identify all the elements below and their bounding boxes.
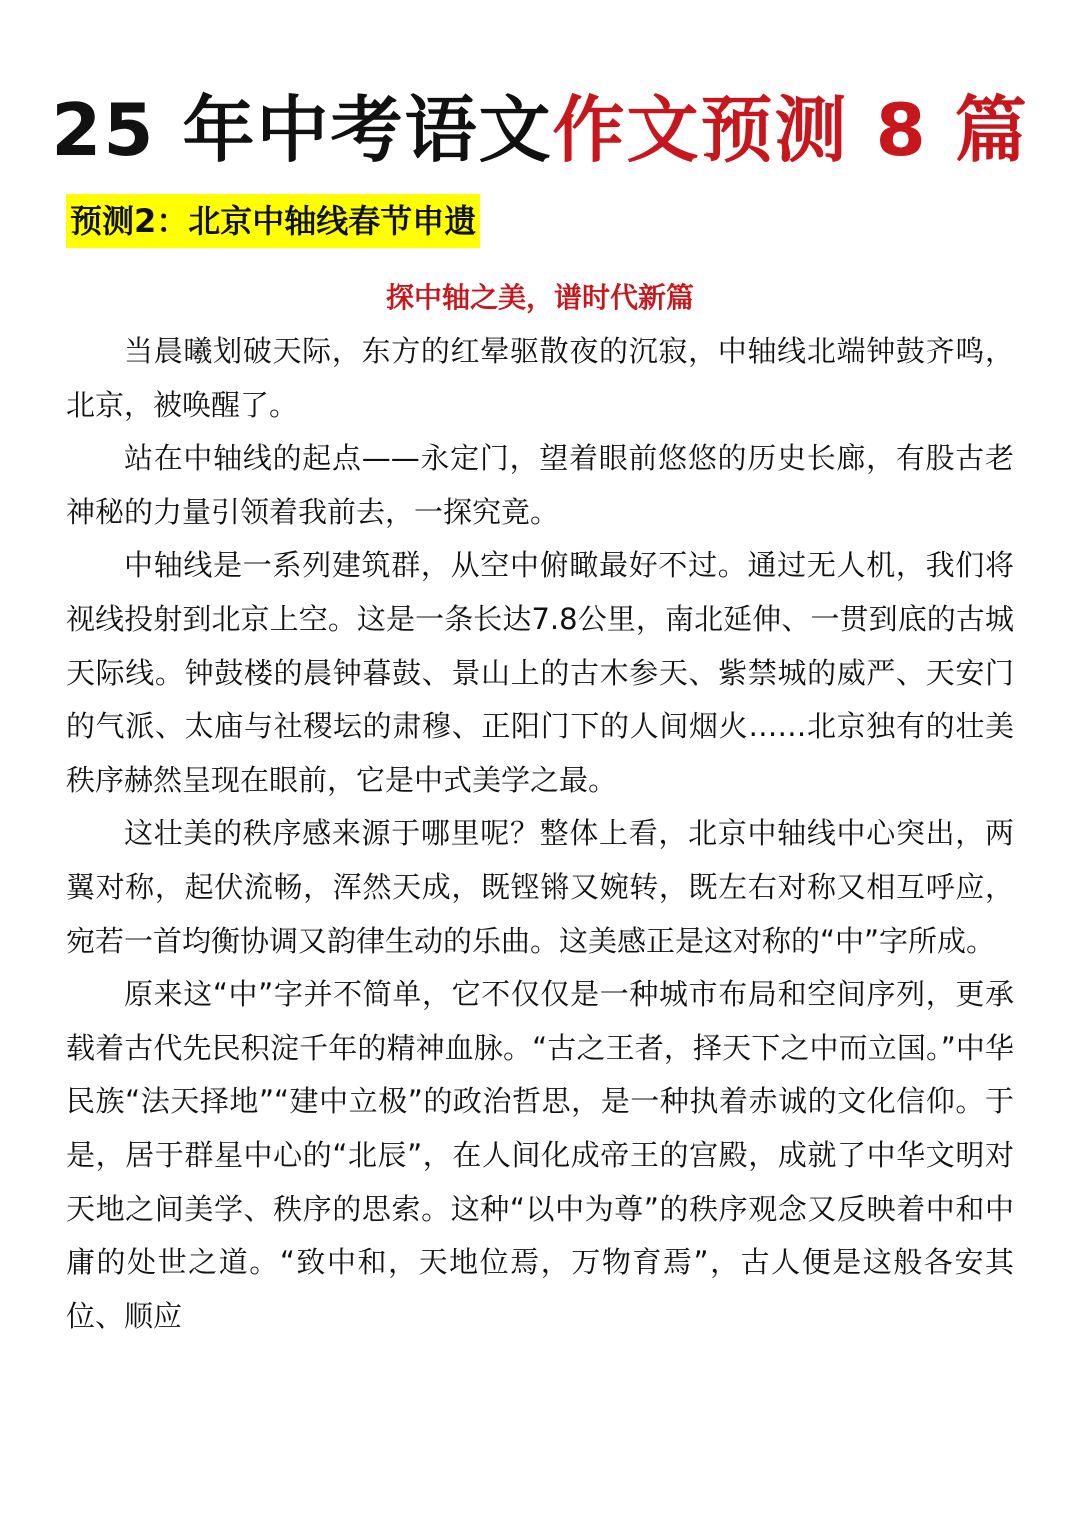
essay-paragraph: 中轴线是一系列建筑群，从空中俯瞰最好不过。通过无人机，我们将视线投射到北京上空。这是一条长达7.8公里，南北延伸、一贯到底的古城天际线。钟鼓楼的晨钟暮鼓、景山上的古木参天、紫禁城的威严、天安门的气派、太庙与社稷坛的肃穆、正阳门下的人间烟火……北京独有的壮美秩序赫然呈现在眼前，它是中式美学之最。 xyxy=(66,548,1014,797)
page-title-black-part: 25 年中考语文 xyxy=(51,88,553,172)
essay-paragraph: 原来这“中”字并不简单，它不仅仅是一种城市布局和空间序列，更承载着古代先民积淀千年的精神血脉。“古之王者，择天下之中而立国。”中华民族“法天择地”“建中立极”的政治哲思，是一种执着赤诚的文化信仰。于是，居于群星中心的“北辰”，在人间化成帝王的宫殿，成就了中华文明对天地之间美学、秩序的思索。这种“以中为尊”的秩序观念又反映着中和中庸的处世之道。“致中和，天地位焉，万物育焉”，古人便是这般各安其位、顺应 xyxy=(66,977,1014,1333)
essay-paragraph: 这壮美的秩序感来源于哪里呢？整体上看，北京中轴线中心突出，两翼对称，起伏流畅，浑然天成，既铿锵又婉转，既左右对称又相互呼应，宛若一首均衡协调又韵律生动的乐曲。这美感正是这对称的“中”字所成。 xyxy=(66,816,1014,958)
essay-paragraph: 当晨曦划破天际，东方的红晕驱散夜的沉寂，中轴线北端钟鼓齐鸣，北京，被唤醒了。 xyxy=(66,334,1014,422)
page-title xyxy=(0,82,1080,178)
prediction-subtitle: 预测2：北京中轴线春节申遗 xyxy=(66,194,480,248)
essay-paragraph: 站在中轴线的起点——永定门，望着眼前悠悠的历史长廊，有股古老神秘的力量引领着我前去，一探究竟。 xyxy=(66,441,1014,529)
page-title-red-part: 作文预测 8 篇 xyxy=(552,88,1029,172)
essay-title: 探中轴之美，谱时代新篇 xyxy=(385,281,694,314)
essay-body xyxy=(66,325,1014,1343)
